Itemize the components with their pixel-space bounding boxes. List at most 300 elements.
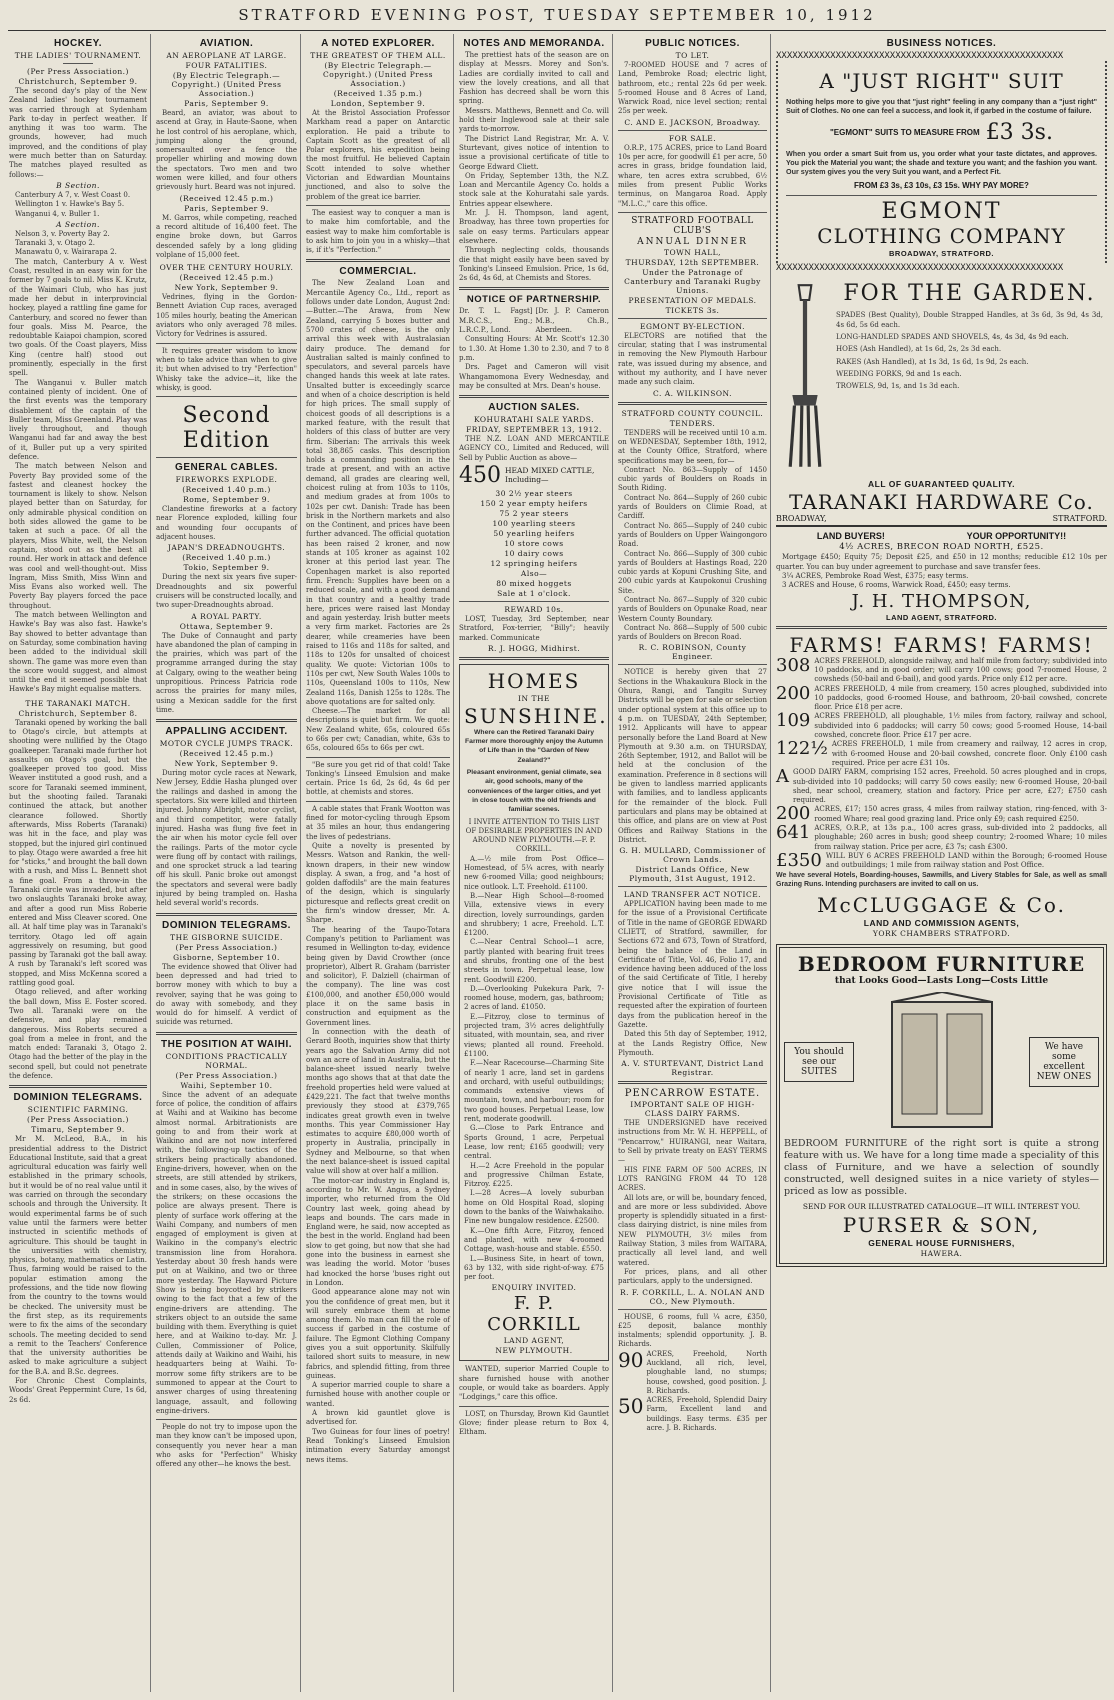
paragraph: Otago relieved, and after working the ball down, Miss E. Foster scored. Two all. Taranaki were on the defensive, and play remained dangerous. Miss Roberts secured a goal from a melee in front, and the match ended: Taranaki 3, Otago 2. Otago had the better of the play in the second spell, but could not penetrate the defence. [9, 988, 147, 1080]
article-subheading: KOHURATAHI SALE YARDS. [473, 415, 595, 425]
land-transfer-heading: LAND TRANSFER ACT NOTICE. [623, 890, 762, 900]
farm-number: 200 [776, 682, 811, 704]
dateline: Paris, September 9. [184, 203, 269, 213]
paragraph: Through neglecting colds, thousands die that might easily have been saved by Tonking's Linseed Emulsion. Price, 1s 6d, 2s 6d, 4s 6d, at Chemists and Stores. [459, 246, 609, 283]
corkill-town: NEW PLYMOUTH. [495, 1346, 573, 1356]
divider [618, 1309, 767, 1310]
garden-advertisement [776, 277, 1107, 475]
doctor-1: Dr. T. L. Fagst] M.R.C.S., Eng.; L.R.C.P., Lond. [459, 307, 533, 335]
farm-number: 641 [776, 822, 811, 844]
bedroom-row [784, 992, 1099, 1132]
paragraph: 3¼ ACRES, Pembroke Road West, £375; easy terms. [782, 572, 969, 581]
dinner: ANNUAL DINNER [637, 236, 748, 247]
paragraph: It requires greater wisdom to know when to take advice than when to give it; but when advised to try "Perfection" Whisky take the advice—it, like the whisky, is good. [156, 346, 297, 392]
hours: Consulting Hours: At Mr. Scott's 12.30 to 1.30. At Home 1.30 to 2.30, and 7 to 8 p.m. [459, 335, 609, 362]
paragraph: During the next six years five super-Dreadnoughts and six powerful cruisers will be constructed locally, and two super-Dreadnoughts abroad. [156, 573, 297, 610]
doctors-block [459, 307, 609, 335]
paragraph: Mr. J. H. Thompson, land agent, Broadway, has three town properties for sale on easy terms. Particulars appear elsewhere. [459, 209, 609, 245]
dateline: FRIDAY, SEPTEMBER 13, 1912. [466, 425, 602, 435]
article-subheading: FIREWORKS EXPLODE. [175, 475, 278, 485]
purser: PURSER & SON, [842, 1213, 1041, 1238]
garden-item: HOES (Ash Handled), at 1s 6d, 2s, 2s 3d each. [836, 345, 1002, 354]
article-subheading: TO LET. [675, 51, 710, 60]
clothing-title: CLOTHING COMPANY [817, 224, 1066, 249]
divider [618, 1081, 767, 1084]
general-cables-heading: GENERAL CABLES. [175, 462, 278, 474]
divider [156, 343, 297, 344]
result: Nelson 3, v. Poverty Bay 2. [15, 229, 110, 238]
paragraph: The Duke of Connaught and party have abandoned the plan of camping in the prairies, which was part of the programme arranged during the stay at Calgary, owing to the weather being unpropitious. Princess Patricia rode across the prairies for many miles, using a Mexican saddle for the first time. [156, 631, 297, 714]
paragraph: HIS FINE FARM OF 500 ACRES, IN LOTS RANGING FROM 44 TO 128 ACRES. [618, 1165, 767, 1193]
property: E.—Fitzroy, close to terminus of projected tram, 3½ acres delightfully situated, with mountain, sea, and river views; planted all round. Freehold. £1100. [464, 1012, 604, 1058]
land-buyers: LAND BUYERS! [816, 531, 885, 542]
farm-text: ACRES, £17; 150 acres grass, 4 miles from railway station, ring-fenced, with 3-roomed Whare; real good grazing land. Price only £9; cash required £250. [814, 805, 1107, 823]
dateline: New York, September 9. [174, 759, 279, 769]
paragraph: Mortgage £450; Equity 75; Deposit £25, and £50 in 12 months; reducible £12 10s per quarter. You can buy under agreement to purchase and save transfer fees. [776, 553, 1107, 571]
divider [156, 396, 297, 397]
article-subheading: CONDITIONS PRACTICALLY NORMAL. [165, 1051, 288, 1070]
suit-price-line [786, 120, 1097, 145]
paragraph: The second day's play of the New Zealand ladies' hockey tournament was carried through at Sydenham Park to-day in perfect weather. If anything it was too warm. The grounds, however, had much improved, and the conditions of play were much better than on Saturday. The matches played resulted as follows:— [9, 87, 147, 179]
article-subheading: A ROYAL PARTY. [191, 611, 262, 621]
farms-note: We have several Hotels, Boarding-houses, Sawmills, and Livery Stables for Sale, as well as small Grazing Runs. Intending purchasers are invited to call on us. [776, 871, 1107, 888]
sale-time: Sale at 1 o'clock. [497, 588, 571, 598]
divider [618, 130, 767, 131]
acres-number: 50 [618, 1394, 644, 1419]
paragraph: Dated this 5th day of September, 1912, at the Lands Registry Office, New Plymouth. [618, 1030, 767, 1057]
farm-listing [776, 654, 1107, 685]
paragraph: A cable states that Frank Wootton was fined for motor-cycling through Epsom at 35 miles an hour, thus endangering the lives of pedestrians. [306, 804, 450, 841]
commercial-heading: COMMERCIAL. [339, 266, 417, 278]
notes-heading: NOTES AND MEMORANDA. [463, 38, 605, 49]
farm-text: WILL BUY 6 ACRES FREEHOLD LAND within the Borough; 6-roomed House and outbuildings; 1 mile from railway station and Post Office. [825, 851, 1107, 870]
divider [9, 1085, 147, 1088]
result: Canterbury A 7, v. West Coast 0. [15, 190, 131, 199]
paragraph: Good appearance alone may not win you the confidence of great men, but it will surely embrace them at home among them. No man can fill the role of success if garbed in the costume of failure. The Egmont Clothing Company gives you a suit opportunity. Skilfully tailored short suits to measure, in new fabrics, and splendid fitting, from three guineas. [306, 1288, 450, 1380]
paragraph: TENDERS will be received until 10 a.m. on WEDNESDAY, September 18th, 1912, at the County Office, Stratford, where specifications may be seen, for— [618, 428, 767, 465]
farm-number: 122½ [776, 738, 828, 760]
paragraph: Two Guineas for four lines of poetry! Read Tonking's Linseed Emulsion intimation every Saturday amongst news items. [306, 1427, 450, 1464]
paragraph: LOST, on Thursday, Brown Kid Gauntlet Glove; finder please return to Box 4, Eltham. [459, 1409, 609, 1437]
cattle-item: Also— [520, 568, 548, 578]
cattle-item: 10 store cows [504, 538, 564, 548]
bedroom-subtitle: that Looks Good—Lasts Long—Costs Little [834, 976, 1049, 987]
paragraph: Mr M. McLeod, B.A., in his presidential address to the District Educational Institute, said that a great agricultural education was fairly well established in the primary schools, but it would be of no real value until it was carried on through the secondary schools and through the University. It would experimental farms be of such value until the farmers were better instructed in scientific methods of agriculture. This should be taught in the universities with chemistry, physics, botany, mathematics or Latin. Thus, farming would be raised to the popular estimation among the professions, and the tide now flowing from the country to the towns would be checked. The university must be the first step, as its requirements were to fix the aims of the secondary schools. The meeting decided to send a remit to the Teachers' Conference that the university authorities be asked to make agriculture a subject for the B.A. and B.Sc. degrees. [9, 1135, 147, 1376]
mcluggage-address: YORK CHAMBERS STRATFORD. [872, 929, 1011, 939]
column-rule [770, 34, 771, 1692]
property: L.—Business Site, in heart of town, 63 by 132, with side right-of-way. £75 per foot. [464, 1254, 604, 1282]
property: K.—One fifth Acre, Fitzroy, fenced and planted, with new 4-roomed Cottage, wash-house and stable. £550. [464, 1226, 604, 1254]
mcluggage: McCLUGGAGE & Co. [817, 893, 1066, 918]
column-rule [150, 34, 151, 1692]
farm-listing [776, 768, 1107, 805]
dateline: Ottawa, September 9. [179, 621, 274, 631]
homes-advertisement [459, 664, 609, 1362]
farm-number: 308 [776, 654, 811, 676]
garden-item: RAKES (Ash Handled), at 1s 3d, 1s 6d, 1s 9d, 2s each. [836, 357, 1029, 366]
reward-heading: REWARD 10s. [504, 604, 564, 614]
thompson: J. H. THOMPSON, [851, 590, 1032, 612]
property: D.—Overlooking Pukekura Park, 7-roomed house, modern, gas, bathroom; 2 acres of land. £1050. [464, 984, 604, 1012]
paragraph: The evidence showed that Oliver had been depressed and had tried to borrow money with which to buy a revolver, saying that he was going to do away with somebody, and they would do for himself. A verdict of suicide was returned. [156, 962, 297, 1027]
paragraph: O.R.P., 175 ACRES, price to Land Board 10s per acre, for goodwill £1 per acre, 50 acres in grass, bridge foundation laid, whare, ten acres extra scrubbed, 6½ miles from present Public Works terminus, on Mangaroa Road. Apply "M.L.C.," care this office. [618, 143, 767, 208]
paragraph: In connection with the death of Gerard Booth, inquiries show that thirty years ago the Salvation Army did not own an acre of land in Australia, but the balance-sheet issued nearly twelve months ago shows that at that date the freehold properties held were valued at £429,221. The fact that twelve months previously they stood at £379,765 indicates great growth even in twelve months. This year Commissioner Hay estimates to acquire £80,000 worth of property in Australia, principally in Sydney and Melbourne, so that when the next balance-sheet is issued capital value will show at over half a million. [306, 1027, 450, 1176]
town-hall: TOWN HALL, [663, 247, 722, 257]
partnership-heading: NOTICE OF PARTNERSHIP. [466, 294, 602, 306]
farm-listing [776, 712, 1107, 740]
divider [459, 1406, 609, 1407]
divider [459, 287, 609, 290]
acres-text: ACRES, Freehold, Splendid Dairy Farm, Excellent land and buildings. Easy terms. £35 per acre. J. B. Richards. [646, 1396, 767, 1433]
column-3 [303, 34, 453, 1694]
divider [618, 318, 767, 319]
farms-title: FARMS! FARMS! FARMS! [789, 632, 1094, 657]
signature: A. V. STURTEVANT, District Land Registrar. [621, 1059, 764, 1078]
result: Taranaki 3, v. Otago 2. [15, 239, 96, 248]
divider [618, 886, 767, 887]
paragraph: WANTED, superior Married Couple to share furnished house with another couple, or would take as boarders. Apply "Lodgings," care this office. [459, 1365, 609, 1402]
taranaki-address-right: STRATFORD. [1052, 514, 1107, 524]
acres-text: ACRES, Freehold, North Auckland, all rich, level, ploughable land, no stumps; house, cowshed, good position. J. B. Richards. [646, 1349, 767, 1395]
farm-text: ACRES FREEHOLD, 4 mile from creamery, 150 acres ploughed, subdivided into 10 paddocks, good 6-roomed House, and bathroom, 20-bail cowshed, concrete floor. Price £18 per acre. [814, 684, 1107, 712]
agency: (Per Press Association.) [27, 1115, 129, 1125]
garden-item: LONG-HANDLED SPADES AND SHOVELS, 4s, 4s 3d, 4s 9d each. [836, 333, 1069, 342]
acres-ad [618, 1396, 767, 1433]
signature: R. F. CORKILL, L. A. NOLAN AND CO., New Plymouth. [619, 1287, 766, 1306]
farm-listing [776, 824, 1107, 852]
paragraph: The District Land Registrar, Mr. A. V. Sturtevant, gives notice of intention to issue a provisional certificate of title to George Edward Cliett. [459, 134, 609, 171]
business-notices-heading: BUSINESS NOTICES. [886, 38, 997, 49]
paragraph: M. Garros, while competing, reached a record altitude of 16,400 feet. The engine broke down, but Garros descended safely by a long gliding volplane of 15,000 feet. [156, 213, 297, 259]
homes-paragraph: Pleasant environment, genial climate, sea air, good schools, many of the conveniences of the larger cities, and yet in close touch with the old friends and familiar scenes. [466, 769, 602, 814]
divider [156, 457, 297, 458]
farm-text: GOOD DAIRY FARM, comprising 152 acres, Freehold. 50 acres ploughed and in crops, sub-divided into 10 paddocks; will carry 50 cows easily; new 6-roomed House, 20-bail shed, near school, creamery, station and factory. Price per acre, £27; £750 cash required. [793, 768, 1107, 805]
farm-listing [776, 682, 1107, 713]
broadway: BROADWAY, STRATFORD. [888, 249, 994, 259]
paragraph: Vedrines, flying in the Gordon-Bennett Aviation Cup races, averaged 105 miles hourly, beating the American aviators who only averaged 78 miles. Victory for Vedrines is assured. [156, 293, 297, 339]
appalling-accident-heading: APPALLING ACCIDENT. [165, 726, 288, 738]
divider [156, 913, 297, 916]
contract: Contract No. 867—Supply of 320 cubic yards of Boulders on Opunake Road, near Western County Boundary. [618, 595, 767, 623]
garden-title: FOR THE GARDEN. [843, 281, 1096, 307]
contract: Contract No. 864—Supply of 260 cubic yards of Boulders on Climie Road, at Cardiff. [618, 493, 767, 521]
paragraph: The prettiest hats of the season are on display at Messrs. Morey and Son's. Ladies are cordially invited to call and view the lovely creations, and all that Fashion has decreed shall be worn this spring. [459, 51, 609, 106]
result: Manawatu 0, v. Wairarapa 2. [15, 248, 117, 257]
section-label: B Section. [56, 180, 100, 190]
bedroom-paragraph: BEDROOM FURNITURE of the right sort is quite a strong feature with us. We have for a long time made a speciality of this class of Furniture, and we have a selection of soundly constructed, well designed suites in a nice variety of styles—priced as low as possible. [784, 1138, 1099, 1198]
bedroom-title: BEDROOM FURNITURE [797, 952, 1086, 977]
farm-text: ACRES FREEHOLD, all ploughable, 1½ miles from factory, railway and school, subdivided into 6 paddocks; will carry 50 cows; good 5-roomed House, 14-bail cowshed, concrete floor. Price £17 per acre. [814, 712, 1107, 740]
brecon: 4½ ACRES, BRECON ROAD NORTH, £525. [839, 542, 1044, 553]
auction-heading: AUCTION SALES. [488, 402, 580, 414]
dateline: London, September 9. [330, 99, 426, 108]
column-4 [456, 34, 612, 1694]
article-subheading: JAPAN'S DREADNOUGHTS. [167, 543, 286, 553]
homes-sunshine: SUNSHINE. [464, 703, 608, 728]
article-subheading: THE TARANAKI MATCH. [25, 698, 131, 708]
opportunity: YOUR OPPORTUNITY!! [966, 531, 1067, 542]
farm-listing [776, 805, 1107, 824]
paragraph: The match between Wellington and Hawke's Bay was also fast. Hawke's Bay showed to better advantage than on Saturday, some combination having been added to the individual skill shown. The game was more even than the score would suggest, and almost until the end it seemed possible that Hawke's Bay might equalise matters. [9, 611, 147, 694]
medals: PRESENTATION OF MEDALS. [628, 295, 757, 305]
bedroom-advertisement [776, 944, 1107, 1267]
garden-content [836, 281, 1103, 471]
aviation-heading: AVIATION. [199, 38, 254, 49]
article-subheading: OVER THE CENTURY HOURLY. [159, 263, 294, 273]
wardrobe-icon [882, 992, 1002, 1132]
farm-number: 200 [776, 803, 811, 825]
paragraph: The New Zealand Loan and Mercantile Agency Co., Ltd., report as follows under date London, August 2nd:—Butter.—The Arawa, from New Zealand, carrying 5 boxes butter and 5700 crates of cheese, is the only arrival this week with Australasian dairy produce. The demand for Australian salted is mainly confined to speculators, and several parcels have changed hands this week at late rates. Unsalted butter is exceedingly scarce and when of a choice description is held for high prices. The small supply of choicest goods of all descriptions is a marked feature, with the result that holders of this class of butter are very firm. Siberian: The arrivals this week total 38,865 casks. This description holds a commanding position in the trade at present, and with an active demand, all grades are clearing well, choicest ruling at from 103s to 110s, and medium grades at from 100s to 102s per cwt. Danish: Trade has been brisk in the Northern markets and also on the Continent, and prices have been further advanced. The official quotation has been raised 2 kroner, and now stands at 105 kroner as against 102 kroner at this period last year. The Copenhagen market is also reported firm. French: Supplies have been on a reduced scale, and with a good demand in that country and a healthy trade here, prices were raised last Monday and again yesterday. Irish butter meets a very firm market. Factories are 2s dearer, while creameries have been raised to 116s and 118s for salted, and 118s to 120s for unsalted of choicest quality. We quote: Victorian 100s to 110s per cwt, New South Wales 100s to 110s, Queensland 100s to 110s, New Zealand 116s, Danish 125s to 128s. The above quotations are for salted only. [306, 279, 450, 706]
homes-invite: I INVITE ATTENTION TO THIS LIST OF DESIRABLE PROPERTIES IN AND AROUND NEW PLYMOUTH.—F. P. CORKILL. [465, 817, 603, 854]
dominion-telegrams-heading: DOMINION TELEGRAMS. [162, 919, 291, 931]
result: Wanganui 4, v. Buller 1. [15, 209, 100, 218]
paragraph: Beard, an aviator, was about to ascend at Gray, in Haute-Saone, when he lost control of his aeroplane, which, jumping along the ground, somersaulted over a fence the propeller whirling and mowing down the spectators. Two men and two women were killed, and four others grievously hurt. Beard was not injured. [156, 109, 297, 192]
football-club: STRATFORD FOOTBALL CLUB'S [631, 215, 754, 236]
acres-ad [618, 1347, 767, 1396]
paragraph: At the Bristol Association Professor Markham read a paper on Antarctic exploration. He paid a tribute to Captain Scott as the greatest of all Polar explorers, his expedition being the most fruitful. He believed Captain Scott intended to solve whether Victorian and Edwardian Mountains junctioned, and also to solve the problem of the great ice barrier. [306, 109, 450, 201]
masthead: STRATFORD EVENING POST, TUESDAY SEPTEMBER 10, 1912 [238, 6, 876, 24]
article-subheading: THE LADIES' TOURNAMENT. [14, 51, 142, 60]
note: (Received 12.45 p.m.) [179, 749, 274, 759]
guaranteed: ALL OF GUARANTEED QUALITY. [868, 479, 1015, 490]
agency: (By Electric Telegraph.—Copyright.) (United Press Association.) [171, 71, 282, 98]
tickets: TICKETS 3s. [665, 305, 720, 315]
divider [786, 195, 1097, 196]
patronage: Under the Patronage of Canterbury and Taranaki Rugby Unions. [624, 267, 761, 295]
paragraph: The easiest way to conquer a man is to make him comfortable, and the easiest way to make him comfortable is to ask him to join you in a whisky—that is, if it's "Perfection." [306, 208, 450, 255]
paragraph: Messrs. Matthews, Bennett and Co. will hold their Inglewood sale at their sale yards to-morrow. [459, 106, 609, 134]
divider [459, 395, 609, 398]
district: District Lands Office, New Plymouth, 31st August, 1912. [629, 865, 756, 884]
property: A.—½ mile from Post Office—Homestead, of 5¼ acres, with nearly new 6-roomed Villa; good neighbours; nice outlook. L.T. Freehold. £1100. [464, 854, 604, 891]
paragraph: Drs. Paget and Cameron will visit Whangamomona Every Wednesday, and may be consulted at Mrs. Dean's house. [459, 363, 609, 390]
paragraph: All lots are, or will be, boundary fenced, and are more or less subdivided. Above property is splendidly situated in a first-class dairying district, is nine miles from NEW PLYMOUTH, 3½ miles from Railway Station, 3 miles from WAITARA, practically all level land, and well watered. [618, 1193, 767, 1267]
agency: (Per Press Association.) [27, 67, 129, 76]
cattle-item: 10 dairy cows [504, 548, 564, 558]
farm-number: 109 [776, 710, 811, 732]
paragraph: Taranaki opened by working the ball to Otago's circle, but attempts at shooting were nullified by the Otago goalkeeper. Taranaki made further hot assaults on Otago's goal, but the goalkeeper proved too good. Miss Weaver instituted a good rush, and a score for Taranaki seemed imminent, but the shooting failed. Taranaki continued the attack, but another clearance followed. Shortly afterwards, Miss Roberts (Taranaki) was hit in the face, and play was stopped, but the injured girl continued to play. Otago were awarded a free hit for "sticks," and brought the ball down with a rush, and Miss L. Bennett shot a fine goal. From a throw-in the Taranaki circle was invaded, but after two onslaughts Taranaki broke away, and after a good run Miss Roberie entered and Miss Cleaver scored. One all. At half time play was in Taranaki's territory. Otago led off again aggressively on resuming, but good passing by Taranaki got the ball away. A rush by Taranaki's left scored was stopped, and Miss McKenna scored a rattling good goal. [9, 718, 147, 988]
paragraph: During motor cycle races at Newark, New Jersey, Eddie Hasha plunged over the railings and dashed in among the spectators. Six were killed and thirteen injured. Johnny Albright, motor cyclist, and third competitor, were fatally injured. Hasha was flung five feet in the air when his motor cycle fell over the railings. Parts of the motor cycle were flung off by contact with railings, and one sprocket struck a lad tearing off his skull. Panic broke out amongst the spectators and several were badly injured by being trampled on. Hasha held several world's records. [156, 769, 297, 908]
taranaki-hardware: TARANAKI HARDWARE Co. [789, 490, 1094, 515]
thompson-sub: LAND AGENT, STRATFORD. [886, 612, 997, 622]
signature: R. C. ROBINSON, County Engineer. [638, 643, 747, 662]
second-edition-title: Second Edition [182, 403, 271, 454]
farm-listing [776, 740, 1107, 768]
result: Wellington 1 v. Hawke's Bay 5. [15, 200, 125, 209]
by-election: EGMONT BY-ELECTION. [639, 321, 746, 331]
cattle-item: 30 2½ year steers [495, 488, 573, 498]
dateline: Gisborne, September 10. [173, 952, 280, 962]
column-rule [300, 34, 301, 1692]
divider [156, 1032, 297, 1035]
noted-explorer-heading: A NOTED EXPLORER. [321, 38, 435, 49]
paragraph: Since the advent of an adequate force of police, the condition of affairs at Waihi and at Waikino has become almost normal. Arbitrationists are going to and from their work at Waikino and are not now interfered with, the following-up tactics of the strikers being practically abandoned. Engine-drivers, however, when on the streets, are still attended by strikers, and in some cases, also, by the wives of the strikers; on these occasions the police are always present. There is plenty of surface work offering at the Waihi Company, and numbers of men engaged of employment is given at Waikino in the company's electric transmission line from Horahora. Yesterday about 30 fresh hands were put on at Waikino, and two or three more yesterday. The Hayward Picture Show is being boycotted by strikers owing to the fact that a few of the engine-drivers are attending. The strikers object to an outside the same building with them. Everything is quiet here, and at Waikino to-day. Mr. J. Cullen, Commissioner of Police, attends daily at Waikino and Waihi, his headquarters being at Waihi. To-morrow some fifty strikers are to be summoned to appear at the Court to answer charges of using threatening language, assault, and following engine-drivers. [156, 1090, 298, 1415]
article-subheading: MOTOR CYCLE JUMPS TRACK. [159, 739, 294, 749]
column-6 [773, 34, 1110, 1694]
pencarrow-sub: IMPORTANT SALE OF HIGH-CLASS DAIRY FARMS. [630, 1100, 755, 1119]
signature: C. AND E. JACKSON, Broadway. [624, 117, 761, 127]
contract: Contract No. 863—Supply of 1450 cubic yards of Boulders on Roads in South Riding. [618, 465, 767, 493]
farm-text: ACRES FREEHOLD, 1 mile from creamery and railway, 12 acres in crop, with 6-roomed House and 20-bail cowshed, concrete floor. Only £100 cash required. Price per acre £31 10s. [831, 740, 1107, 767]
paragraph: THE UNDERSIGNED have received instructions from Mr. W. H. HEPPELL, of "Pencarrow," HUIRANGI, near Waitara, to Sell by private treaty on EASY TERMS— [618, 1119, 767, 1165]
agency: (Per Press Association.) [175, 1070, 278, 1080]
farm-text: ACRES FREEHOLD, alongside railway, and half mile from factory; subdivided into 10 paddocks, and in good order; will carry 100 cows; good 7-roomed House, 2 cowsheds (50-bail and 6-bail), and good yards. Price only £12 per acre. [814, 656, 1107, 684]
taranaki-address [776, 514, 1107, 527]
public-notices-heading: PUBLIC NOTICES. [645, 38, 740, 49]
paragraph: A brown kid gauntlet glove is advertised for. [306, 1409, 450, 1427]
suit-paragraph: Nothing helps more to give you that "just right" feeling in any company than a "just right" Suit of Clothes. No one can feel a success, and look it, if garbed in the costume of failure. [786, 97, 1097, 116]
paragraph: ELECTORS are notified that the circular, stating that I was instrumental in removing the New Plymouth Harbour rate, was issued during my absence, and without my authority, and I have never made any such claim. [618, 331, 767, 387]
cattle-item: 100 yearling steers [492, 518, 576, 528]
suit-price-label: "EGMONT" SUITS TO MEASURE FROM [830, 127, 980, 137]
property: G.—Close to Park Entrance and Sports Ground, 1 acre, Perpetual Lease, low rent; £165 goodwill; very central. [464, 1124, 604, 1161]
article-subheading: SCIENTIFIC FARMING. [27, 1105, 129, 1115]
signature: R. J. HOGG, Midhirst. [487, 643, 581, 653]
paragraph: Cheese.—The market for all descriptions is quiet but firm. We quote: New Zealand white, 65s, coloured 65s to 66s per cwt; Canadian, white, 63s to 65s, coloured 65s to 66s per cwt. [306, 707, 450, 753]
homes-title: HOMES [487, 668, 581, 693]
cattle-item: 12 springing heifers [490, 558, 578, 568]
mcluggage-sub: LAND AND COMMISSION AGENTS, [863, 918, 1020, 929]
hockey-heading: HOCKEY. [54, 38, 102, 49]
dateline: Waihi, September 10. [180, 1080, 273, 1090]
suit-title: A "JUST RIGHT" SUIT [819, 69, 1064, 93]
divider [306, 259, 450, 262]
paragraph: The hearing of the Taupo-Totara Company's petition to Parliament was resumed in Wellington to-day, evidence being given by David Crowther (once proprietor), Albert R. Graham (barrister and solicitor), F. Dalziell (chairman of the company). The line was cost £100,000, and another £50,000 would place it on the same basis in construction and equipment as the Government lines. [306, 925, 450, 1027]
divider [306, 757, 450, 758]
bedroom-right-box: We have some excellent NEW ONES [1029, 1037, 1099, 1087]
article-subheading: AN AEROPLANE AT LARGE. [166, 51, 287, 60]
column-1 [6, 34, 150, 1694]
farm-number: £350 [776, 849, 822, 871]
note: (Received 1.40 p.m.) [182, 485, 271, 495]
contract: Contract No. 868—Supply of 500 cubic yards of Boulders on Brecon Road. [618, 623, 767, 642]
garden-item: SPADES (Best Quality), Double Strapped Handles, at 3s 6d, 3s 9d, 4s 3d, 4s 6d, 5s 6d each. [836, 311, 1103, 329]
dateline: Paris, September 9. [184, 99, 269, 108]
paragraph: 7-ROOMED HOUSE and 7 acres of Land, Pembroke Road; electric light, bathroom, etc.; rental 22s 6d per week. 5-roomed House and 8 Acres of Land, Warwick Road, nice level section; rental 25s per week. [618, 61, 767, 116]
paragraph: HOUSE, 6 rooms, full ¼ acre, £350, £25 deposit, balance monthly instalments; splendid opportunity. J. B. Richards. [618, 1312, 767, 1349]
divider [156, 1419, 297, 1420]
divider [618, 402, 767, 405]
egmont-title: EGMONT [881, 199, 1002, 225]
corkill-sub: LAND AGENT, [503, 1336, 565, 1346]
article-subheading: THE GISBORNE SUICIDE. [170, 932, 283, 942]
cattle-item: 50 yearling heifers [493, 528, 575, 538]
property: F.—Near Racecourse—Charming Site of nearly 1 acre, land set in gardens and orchard, with useful outbuildings; commands extensive views of mountain, town, and harbour; room for two good houses. Perpetual Lease, low rent, moderate goodwill. [464, 1059, 604, 1124]
paragraph: For Chronic Chest Complaints, Woods' Great Peppermint Cure, 1s 6d, 2s 6d. [9, 1377, 147, 1404]
cattle-number: 450 [459, 462, 501, 488]
paragraph: For prices, plans, and all other particulars, apply to the undersigned. [618, 1267, 767, 1286]
property: C.—Near Central School—1 acre, partly planted with bearing fruit trees and shrubs, fronting one of the best streets in town. Perpetual lease, low rent. Goodwill £200. [464, 938, 604, 984]
suit-paragraph: When you order a smart Suit from us, you order what your taste dictates, and approves. You pick the Material you want; the shade and texture you want; and the fashion you want. Our system gives you the very Suit you want, and a Perfect Fit. [786, 148, 1097, 177]
farm-listing [776, 849, 1107, 871]
divider [618, 664, 767, 665]
dateline: Timaru, September 9. [31, 1125, 125, 1135]
garden-item: WEEDING FORKS, 9d and 1s each. [836, 369, 962, 378]
cattle-line [459, 463, 609, 488]
paragraph: Quite a novelty is presented by Messrs. Watson and Rankin, the well-known drapers, in their new window display. A swan, a frog, and "a host of golden daffodils" are the main features of the design, which is singularly picturesque and reflects great credit on the firm's window dresser, Mr. A. Sharpe. [306, 841, 450, 925]
suit-prices: FROM £3 3s, £3 10s, £3 15s. WHY PAY MORE? [854, 181, 1029, 191]
paragraph: The motor-car industry in England is, according to Mr. W. Angus, a Sydney importer, who returned from the Old Country last week, going ahead by leaps and bounds. The cars made in England were, he said, now accepted as the best in the world. England had been slow to get going, but now that she had gone into the business in earnest she was leading the world. Motor 'buses had knocked the horse 'buses right out in London. [306, 1176, 450, 1287]
pencarrow-title: PENCARROW ESTATE. [624, 1088, 761, 1100]
paragraph: On Friday, September 13th, the N.Z. Loan and Mercantile Agency Co. holds a stock sale at the Kohuratahi sale yards. Entries appear elsewhere. [459, 171, 609, 208]
note: (Received 12.45 p.m.) [179, 193, 274, 203]
land-buyers-line [776, 531, 1107, 541]
corkill-name: F. P. CORKILL [487, 1293, 581, 1336]
signature: G. H. MULLARD, Commissioner of Crown Lands. [619, 846, 766, 865]
hawera: HAWERA. [920, 1249, 963, 1259]
masthead-rule [8, 30, 1106, 31]
contract: Contract No. 865—Supply of 240 cubic yards of Boulders on Upper Waingongoro Road. [618, 521, 767, 549]
paragraph: NOTICE is hereby given that 27 Sections in the Whakaukura Block in the Ohura, Rangi, and Tangitu Survey Districts will be open for sale or selection under optional system at this office up to 4 p.m. on TUESDAY, 24th September, 1912. Applicants will have to appear personally before the Land Board at New Plymouth at 9.30 a.m. on THURSDAY, 26th September, 1912, and Ballot will be held at the conclusion of the examination. Preference in 8 sections will be given to landless married applicants with families, and to landless applicants for the remainder of the block. Full particulars and plans may be obtained at this office, and plans are on view at Post Offices and Railway Stations in the District. [618, 668, 767, 844]
divider [306, 801, 450, 802]
enquiry: ENQUIRY INVITED. [491, 1283, 577, 1293]
section-label: A Section. [56, 219, 100, 229]
note: (Received 1.35 p.m.) [333, 89, 423, 98]
dominion-telegrams-heading: DOMINION TELEGRAMS. [13, 1092, 143, 1104]
cattle-item: 75 2 year steers [499, 508, 569, 518]
signature: C. A. WILKINSON. [653, 388, 732, 398]
column-5 [615, 34, 770, 1694]
paragraph: "Be sure you get rid of that cold! Take Tonking's Linseed Emulsion and make certain. Price 1s 6d, 2s 6d, 4s 6d per bottle, at chemists and stores. [306, 760, 450, 797]
catalogue: SEND FOR OUR ILLUSTRATED CATALOGUE—IT WILL INTEREST YOU. [802, 1202, 1081, 1212]
homes-question: Where can the Retired Taranaki Dairy Farmer more thoroughly enjoy the Autumn of Life than in the "Garden of New Zealand?" [465, 728, 603, 764]
border-x: XXXXXXXXXXXXXXXXXXXXXXXXXXXXXXXXXXXXXXXXXXXXXXXXXXXXX [776, 51, 1064, 61]
garden-item: TROWELS, 9d, 1s, and 1s 3d each. [836, 382, 960, 391]
farm-text: ACRES, O.R.P., at 13s p.a., 100 acres grass, sub-divided into 2 paddocks, all ploughable; 260 acres in bush; good sheep country; 2-roomed Whare; 10 miles from railway station. Price per acre, £3 7s; cash £300. [814, 824, 1107, 851]
paragraph: People do not try to impose upon the man they know can't be imposed upon, consequently you never hear a man who asks for "Perfection" Whisky offered any other—he knows the best. [156, 1423, 297, 1469]
column-rule [453, 34, 454, 1692]
suit-price: £3 3s. [985, 119, 1053, 145]
property: H.—2 Acre Freehold in the popular and progressive Chilman Estate, Fitzroy. £225. [464, 1161, 604, 1189]
note: (Received 1.40 p.m.) [182, 553, 271, 563]
farm-number: A [776, 766, 789, 788]
divider [156, 719, 297, 722]
contract: Contract No. 866—Supply of 300 cubic yards of Boulders at Hastings Road, 220 cubic yards at Kopuni Crushing Site, and 200 cubic yards at Kaupokonui Crushing Site. [618, 549, 767, 595]
tenders: TENDERS. [669, 418, 716, 428]
cattle-item: 80 mixed hoggets [496, 578, 572, 588]
paragraph: A superior married couple to share a furnished house with another couple or wanted. [306, 1381, 450, 1408]
article-subheading: THE GREATEST OF THEM ALL. [310, 51, 446, 60]
agency: (Per Press Association.) [175, 942, 278, 952]
paragraph: The Wanganui v. Buller match contained plenty of incident. One of the first events was the temporary disablement of the captain of the Buller team, Miss Greenland. Play was lively throughout, and though Wanganui had far and away the best of it, Buller put up a very spirited defence. [9, 378, 147, 461]
dateline: Christchurch, September 8. [18, 708, 138, 718]
cattle-item: 150 2 year empty heifers [480, 498, 588, 508]
property: B.—Near High School—8-roomed Villa, extensive views in every direction, lovely surroundings, garden and shrubbery; 1 acre, Freehold. L.T. £1200. [464, 891, 604, 938]
divider [459, 657, 609, 660]
cattle-text: HEAD MIXED CATTLE, Including— [505, 466, 595, 485]
bedroom-left-box: You should see our SUITES [784, 1042, 854, 1082]
paragraph: The match, Canterbury A v. West Coast, resulted in an easy win for the former by 7 goals to nil. Miss K. Krutz, of the Waimari Club, who has just made her debut in interprovincial hockey, played a rattling fine game for Canterbury, and scored no fewer than four goals. Miss M. Pearce, the redoubtable Kaiapoi champion, scored two goals. Of the Coast players, Miss King (centre half) stood out prominently, especially in the first spell. [9, 257, 147, 378]
divider [776, 626, 1107, 629]
border-x: XXXXXXXXXXXXXXXXXXXXXXXXXXXXXXXXXXXXXXXXXXXXXXXXXXXXX [776, 263, 1064, 274]
county-council: STRATFORD COUNTY COUNCIL. [621, 408, 764, 418]
homes-in: IN THE [518, 693, 550, 703]
paragraph: LOST, Tuesday, 3rd September, near Stratford, Fox-terrier, "Billy"; heavily marked. Communicate [459, 614, 609, 642]
paragraph: 3 ACRES and House, 6 rooms, Warwick Road, £450; easy terms. [782, 581, 1011, 590]
column-rule [612, 34, 613, 1692]
paragraph: APPLICATION having been made to me for the issue of a Provisional Certificate of Title in the name of GEORGE EDWARD CLIETT, of Stratford, sawmiller, for Sections 672 and 673, Town of Stratford, being the balance of the Land in Certificate of Title, Vol. 46, Folio 17, and evidence having been adduced of the loss of the said Certificate of Title, I hereby give notice that I will issue the Provisional Certificate of Title as requested after the expiration of fourteen days from the publication hereof in the Gazette. [618, 900, 767, 1029]
divider [618, 212, 767, 213]
article-subheading: FOUR FATALITIES. [185, 61, 268, 70]
article-subheading: FOR SALE. [668, 133, 717, 143]
acres-number: 90 [618, 1347, 644, 1372]
dateline: Tokio, September 9. [183, 563, 270, 573]
dinner-date: THURSDAY, 12th SEPTEMBER. [625, 257, 760, 267]
dateline: Rome, September 9. [183, 495, 270, 505]
purser-sub: GENERAL HOUSE FURNISHERS, [868, 1238, 1015, 1249]
dateline: New York, September 9. [174, 283, 279, 293]
paragraph: The match between Nelson and Poverty Bay provided some of the fastest and cleanest hockey the tournament is likely to show. Nelson played better than on Saturday, for only admirable physical condition on both sides allowed the game to be taken at such a pace. Of all the players, Miss White, well, the Nelson captain, stood out as the best all round. Her work in attack and defence was cool and well-thought-out. Miss Ingram, Miss Smith, Miss Winn and Miss Evans also worked well. The Poverty Bay players forced the pace throughout. [9, 462, 147, 610]
